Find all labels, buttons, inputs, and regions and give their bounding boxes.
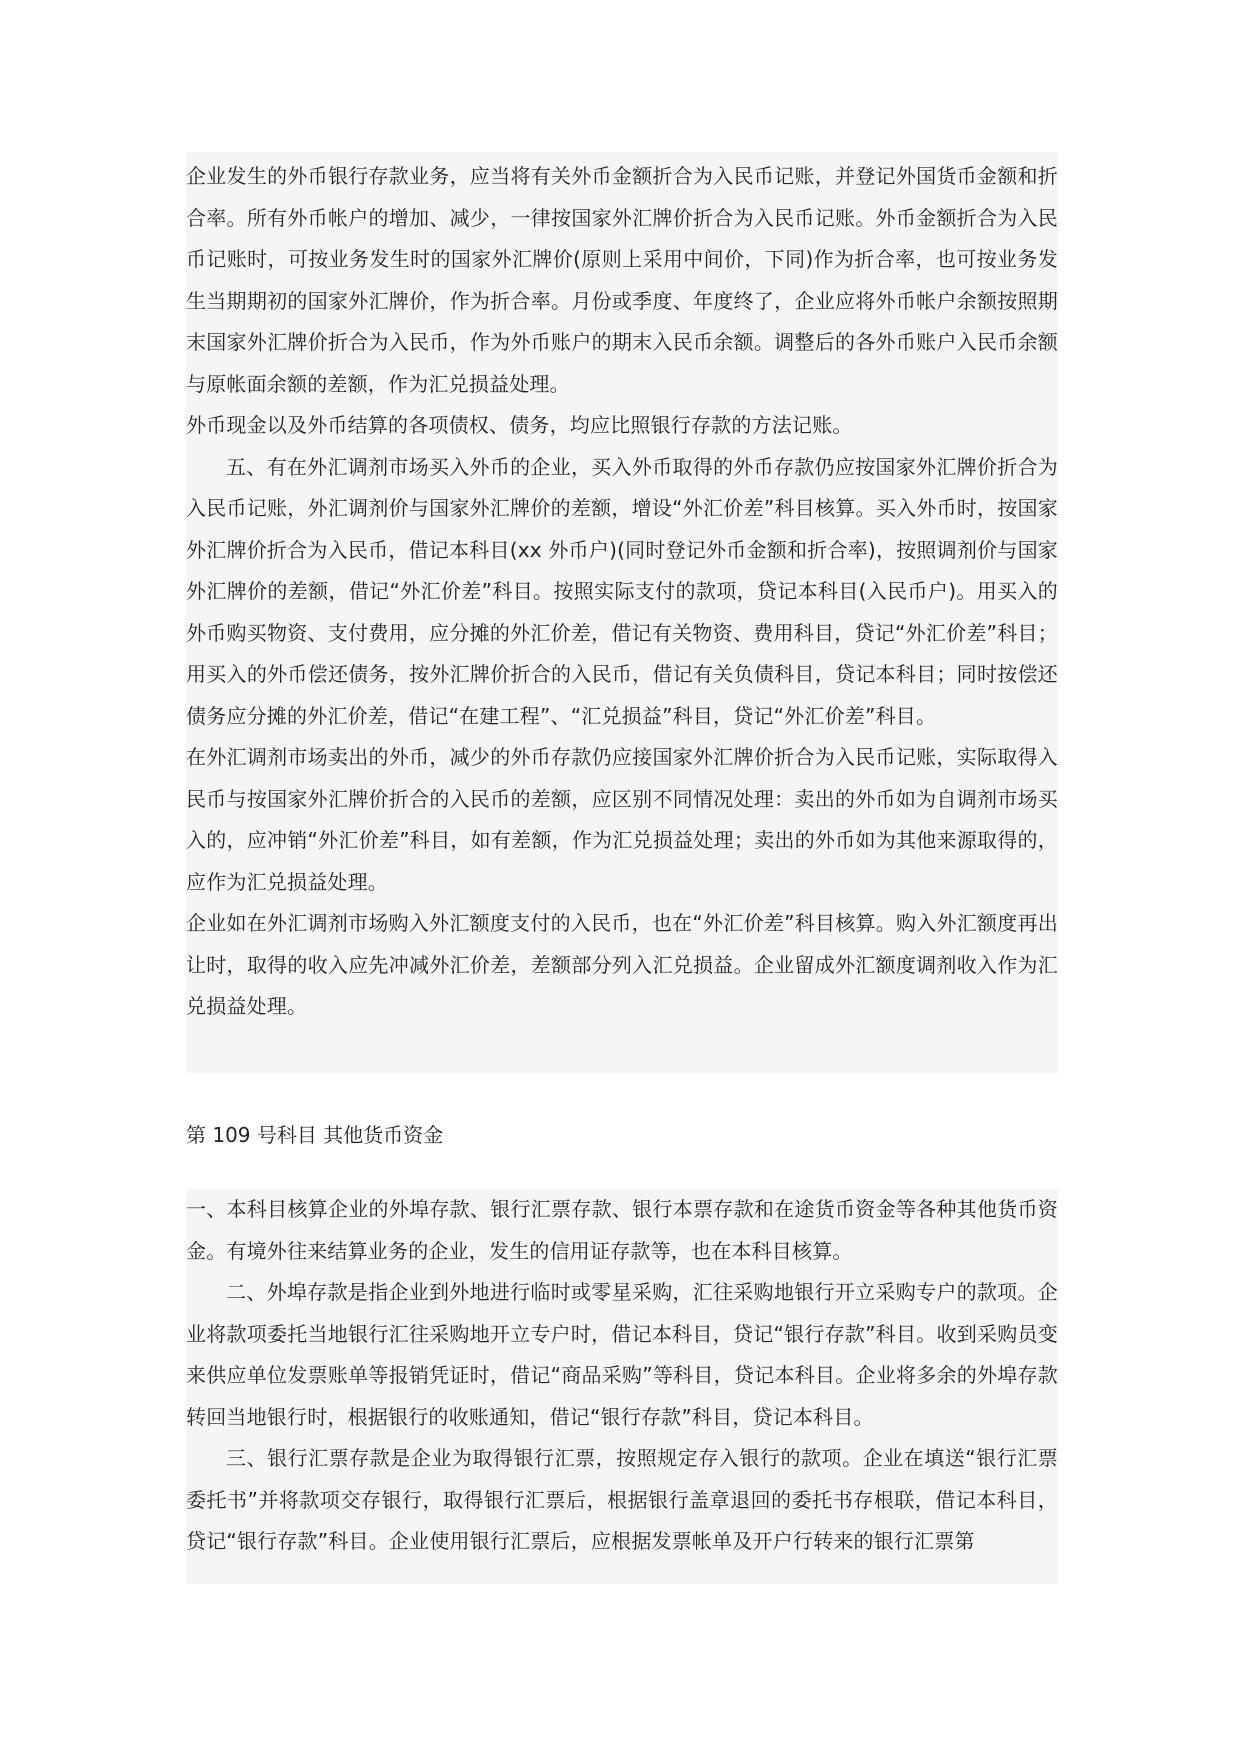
- paragraph-selling-foreign-currency: 在外汇调剂市场卖出的外币，减少的外币存款仍应接国家外汇牌价折合为入民币记账，实际取得入民币与按国家外汇牌价折合的入民币的差额，应区别不同情况处理：卖出的外币如为自调剂市场买入的，应冲销“外汇价差”科目，如有差额，作为汇兑损益处理；卖出的外币如为其他来源取得的，应作为汇兑损益处理。: [186, 745, 1058, 894]
- paragraph-foreign-cash: 外币现金以及外币结算的各项债权、债务，均应比照银行存款的方法记账。: [186, 413, 853, 437]
- paragraph-forex-quota: 企业如在外汇调剂市场购入外汇额度支付的入民币，也在“外汇价差”科目核算。购入外汇额度再出让时，取得的收入应先冲减外汇价差，差额部分列入汇兑损益。企业留成外汇额度调剂收入作为汇兑损益处理。: [186, 911, 1058, 1018]
- paragraph-section-one: 一、本科目核算企业的外埠存款、银行汇票存款、银行本票存款和在途货币资金等各种其他货币资金。有境外往来结算业务的企业，发生的信用证存款等，也在本科目核算。: [186, 1197, 1058, 1263]
- section-heading: 第 109 号科目 其他货币资金: [186, 1123, 444, 1147]
- document-text-block-top: [186, 152, 1058, 1073]
- paragraph-section-two: 二、外埠存款是指企业到外地进行临时或零星采购，汇往采购地银行开立采购专户的款项。企业将款项委托当地银行汇往采购地开立专户时，借记本科目，贷记“银行存款”科目。收到采购员变来供应单位发票账单等报销凭证时，借记“商品采购”等科目，贷记本科目。企业将多余的外埠存款转回当地银行时，根据银行的收账通知，借记“银行存款”科目，贷记本科目。: [186, 1280, 1058, 1429]
- paragraph-section-five: 五、有在外汇调剂市场买入外币的企业，买入外币取得的外币存款仍应按国家外汇牌价折合为入民币记账，外汇调剂价与国家外汇牌价的差额，增设“外汇价差”科目核算。买入外币时，按国家外汇牌价折合为入民币，借记本科目(xx 外币户)(同时登记外币金额和折合率)，按照调剂价与国家外汇牌价的差额，借记“外汇价差”科目。按照实际支付的款项，贷记本科目(入民币户)。用买入的外币购买物资、支付费用，应分摊的外汇价差，借记有关物资、费用科目，贷记“外汇价差”科目；用买入的外币偿还债务，按外汇牌价折合的入民币，借记有关负债科目，贷记本科目；同时按偿还债务应分摊的外汇价差，借记“在建工程”、“汇兑损益”科目，贷记“外汇价差”科目。: [186, 454, 1058, 728]
- paragraph-foreign-currency-deposit: 企业发生的外币银行存款业务，应当将有关外币金额折合为入民币记账，并登记外国货币金额和折合率。所有外币帐户的增加、减少，一律按国家外汇牌价折合为入民币记账。外币金额折合为入民币记账时，可按业务发生时的国家外汇牌价(原则上采用中间价，下同)作为折合率，也可按业务发生当期期初的国家外汇牌价，作为折合率。月份或季度、年度终了，企业应将外币帐户余额按照期末国家外汇牌价折合为入民币，作为外币账户的期末入民币余额。调整后的各外币账户入民币余额与原帐面余额的差额，作为汇兑损益处理。: [186, 164, 1058, 396]
- paragraph-section-three: 三、银行汇票存款是企业为取得银行汇票，按照规定存入银行的款项。企业在填送“银行汇票委托书”并将款项交存银行，取得银行汇票后，根据银行盖章退回的委托书存根联，借记本科目，贷记“银行存款”科目。企业使用银行汇票后，应根据发票帐单及开户行转来的银行汇票第: [186, 1446, 1058, 1553]
- document-text-block-bottom: [186, 1189, 1058, 1584]
